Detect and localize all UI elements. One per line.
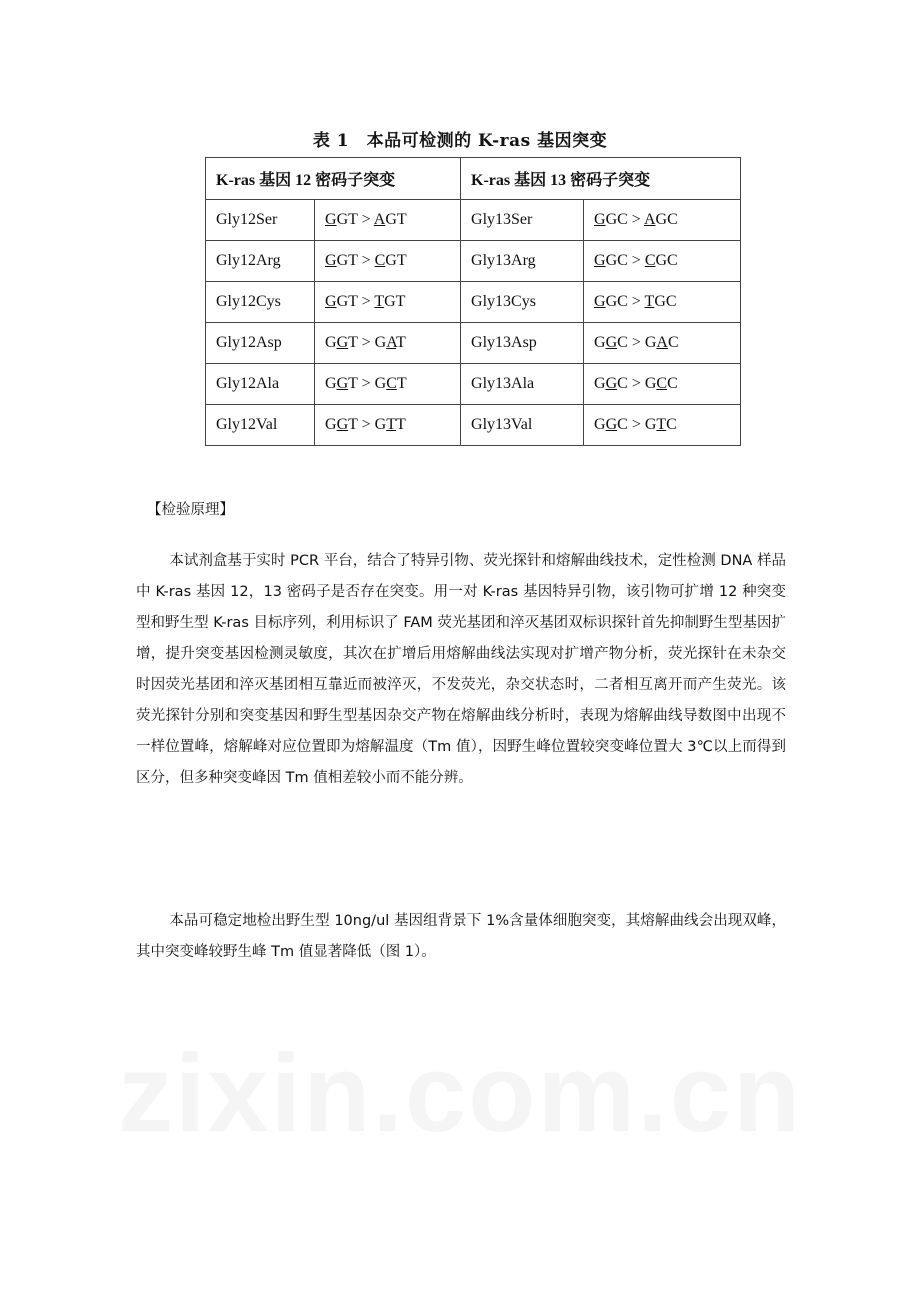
principle-paragraph-2: 本品可稳定地检出野生型 10ng/ul 基因组背景下 1%含量体细胞突变，其熔解曲线会出现双峰，其中突变峰较野生峰 Tm 值显著降低（图 1）。 [136, 913, 786, 960]
header-codon-13: K-ras 基因 13 密码子突变 [461, 158, 741, 200]
codon-segment: GC [655, 252, 678, 269]
mutated-base: G [325, 293, 337, 310]
codon-12-change [315, 282, 461, 323]
mutated-base: C [644, 252, 656, 269]
table-body [206, 200, 741, 446]
mutation-12-name: Gly12Asp [206, 323, 315, 364]
codon-segment: G [325, 375, 337, 392]
codon-segment: GC [655, 211, 678, 228]
mutation-13-name: Gly13Cys [461, 282, 584, 323]
mutated-base: C [386, 375, 397, 392]
mutation-12-name: Gly12Arg [206, 241, 315, 282]
mutation-13-name: Gly13Val [461, 405, 584, 446]
codon-segment: G [325, 334, 337, 351]
mutated-base: G [605, 375, 618, 392]
mutated-base: A [656, 334, 668, 351]
mutated-base: G [594, 252, 606, 269]
mutated-base: G [594, 211, 606, 228]
codon-segment: GC > [605, 211, 644, 228]
codon-13-change [584, 241, 741, 282]
mutated-base: A [373, 211, 386, 228]
codon-13-change [584, 282, 741, 323]
codon-13-change [584, 364, 741, 405]
codon-segment: GC > [605, 293, 645, 310]
codon-13-change [584, 405, 741, 446]
table-caption: 表 1 本品可检测的 K-ras 基因突变 [312, 131, 608, 151]
codon-segment: C > G [617, 334, 657, 351]
codon-segment: G [325, 416, 337, 433]
codon-segment: C > G [617, 416, 657, 433]
codon-segment: GC > [605, 252, 645, 269]
mutation-12-name: Gly12Ala [206, 364, 315, 405]
mutated-base: C [374, 252, 386, 269]
codon-12-change [315, 200, 461, 241]
mutated-base: C [656, 375, 668, 392]
codon-13-change [584, 323, 741, 364]
header-codon-12: K-ras 基因 12 密码子突变 [206, 158, 461, 200]
codon-segment: GT > [336, 252, 375, 269]
codon-segment: C [667, 334, 679, 351]
codon-segment: GT [385, 252, 407, 269]
codon-segment: GT > [336, 211, 374, 228]
codon-segment: C [666, 416, 677, 433]
codon-12-change [315, 364, 461, 405]
codon-segment: C > G [617, 375, 657, 392]
codon-segment: T > G [348, 416, 387, 433]
mutation-13-name: Gly13Ala [461, 364, 584, 405]
table-row [206, 364, 741, 405]
codon-segment: C [667, 375, 678, 392]
codon-segment: T [396, 375, 407, 392]
codon-12-change [315, 241, 461, 282]
table-header-row [206, 158, 741, 200]
codon-segment: G [594, 416, 606, 433]
codon-segment: GT [385, 211, 407, 228]
principle-paragraph-1: 本试剂盒基于实时 PCR 平台，结合了特异引物、荧光探针和熔解曲线技术，定性检测 DNA 样品中 K-ras 基因 12，13 密码子是否存在突变。用一对 K-ras 基因特异引物，该引物可扩增 12 种突变型和野生型 K-ras 目标序列，利用标识了 FAM 荧光基团和淬灭基团双标识探针首先抑制野生型基因扩增，提升突变基因检测灵敏度，其次在扩增后用熔解曲线法实现对扩增产物分析，荧光探针在未杂交时因荧光基团和淬灭基团相互靠近而被淬灭，不发荧光，杂交状态时，二者相互离开而产生荧光。该荧光探针分别和突变基因和野生型基因杂交产物在熔解曲线分析时，表现为熔解曲线导数图中出现不一样位置峰，熔解峰对应位置即为熔解温度（Tm 值），因野生峰位置较突变峰位置大 3℃以上而得到区分，但多种突变峰因 Tm 值相差较小而不能分辨。 [136, 553, 786, 786]
mutated-base: T [386, 416, 396, 433]
codon-13-change [584, 200, 741, 241]
mutation-12-name: Gly12Val [206, 405, 315, 446]
table-row [206, 405, 741, 446]
codon-segment: GC [654, 293, 677, 310]
codon-12-change [315, 405, 461, 446]
table-row [206, 241, 741, 282]
table-row [206, 200, 741, 241]
mutated-base: G [605, 334, 618, 351]
codon-12-change [315, 323, 461, 364]
mutated-base: G [594, 293, 606, 310]
table-row [206, 323, 741, 364]
codon-segment: GT > [336, 293, 375, 310]
mutated-base: G [336, 416, 349, 433]
codon-segment: T > G [348, 375, 387, 392]
mutation-13-name: Gly13Ser [461, 200, 584, 241]
mutated-base: T [374, 293, 385, 310]
mutation-13-name: Gly13Arg [461, 241, 584, 282]
mutation-13-name: Gly13Asp [461, 323, 584, 364]
mutated-base: G [605, 416, 618, 433]
mutation-12-name: Gly12Cys [206, 282, 315, 323]
codon-segment: GT [384, 293, 406, 310]
codon-segment: G [594, 375, 606, 392]
mutated-base: G [336, 334, 349, 351]
mutated-base: A [386, 334, 396, 351]
mutated-base: G [325, 252, 337, 269]
mutation-table [205, 157, 741, 446]
mutated-base: G [325, 211, 337, 228]
mutated-base: T [656, 416, 667, 433]
watermark: zixin.com.cn [117, 1032, 803, 1155]
mutated-base: A [643, 211, 656, 228]
codon-segment: T [395, 416, 406, 433]
section-title: 【检验原理】 [147, 502, 234, 518]
codon-segment: T > G [348, 334, 387, 351]
mutated-base: T [644, 293, 655, 310]
mutated-base: G [336, 375, 349, 392]
table-row [206, 282, 741, 323]
codon-segment: T [395, 334, 406, 351]
codon-segment: G [594, 334, 606, 351]
mutation-12-name: Gly12Ser [206, 200, 315, 241]
